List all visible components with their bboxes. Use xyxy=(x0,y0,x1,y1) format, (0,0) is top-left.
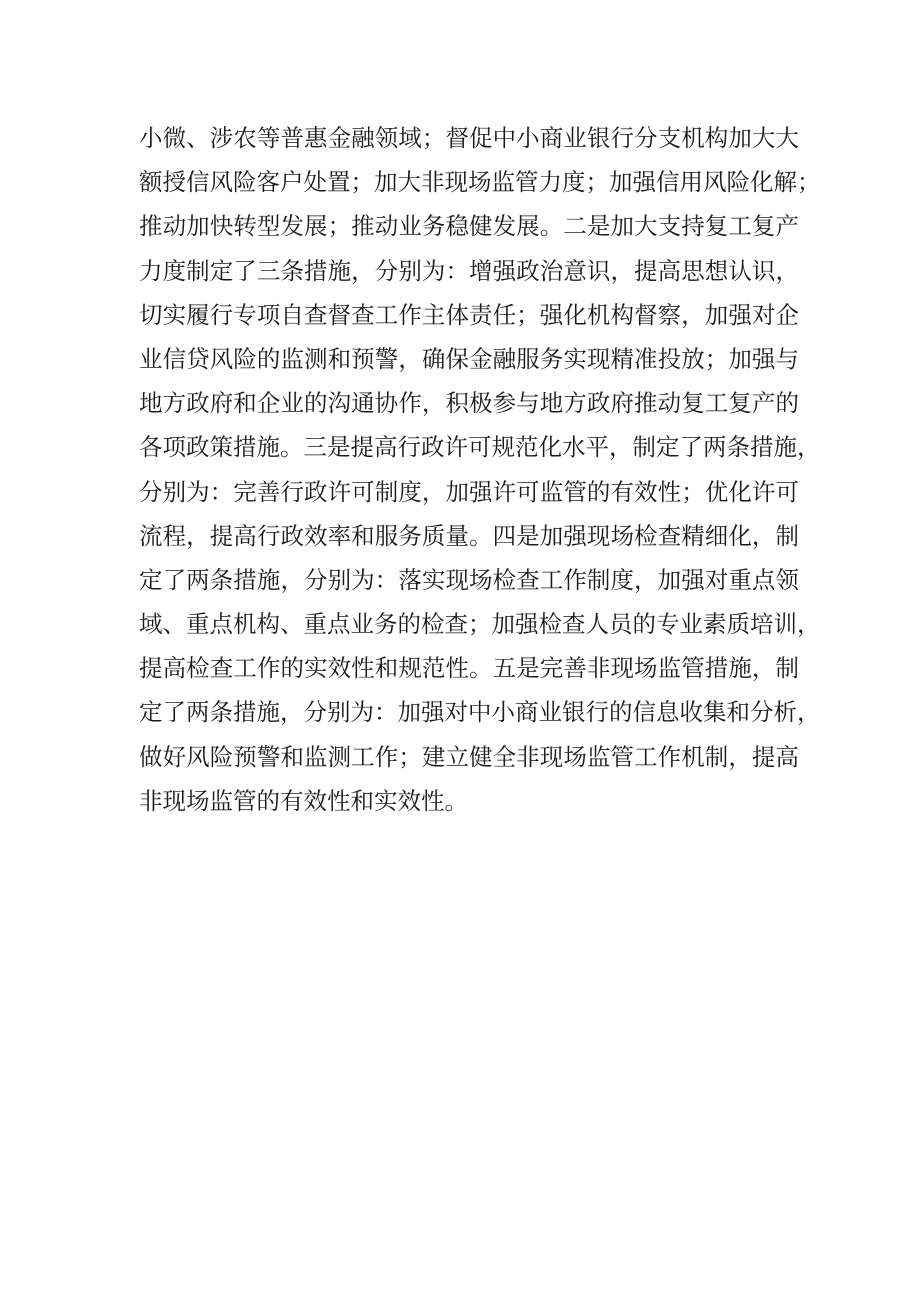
text-line: 额授信风险客户处置；加大非现场监管力度；加强信用风险化解； xyxy=(139,168,821,197)
body-paragraph xyxy=(139,124,821,841)
text-line: 做好风险预警和监测工作；建立健全非现场监管工作机制，提高 xyxy=(139,742,799,771)
text-line: 业信贷风险的监测和预警，确保金融服务实现精准投放；加强与 xyxy=(139,344,799,373)
text-line: 非现场监管的有效性和实效性。 xyxy=(139,786,468,815)
text-line: 流程，提高行政效率和服务质量。四是加强现场检查精细化，制 xyxy=(139,521,799,550)
text-line: 定了两条措施，分别为：落实现场检查工作制度，加强对重点领 xyxy=(139,565,799,594)
text-line: 各项政策措施。三是提高行政许可规范化水平，制定了两条措施， xyxy=(139,433,821,462)
text-line: 定了两条措施，分别为：加强对中小商业银行的信息收集和分析， xyxy=(139,698,821,727)
text-line: 切实履行专项自查督查工作主体责任；强化机构督察，加强对企 xyxy=(139,300,799,329)
text-line: 提高检查工作的实效性和规范性。五是完善非现场监管措施，制 xyxy=(139,654,799,683)
text-line: 域、重点机构、重点业务的检查；加强检查人员的专业素质培训， xyxy=(139,610,821,639)
text-line: 分别为：完善行政许可制度，加强许可监管的有效性；优化许可 xyxy=(139,477,799,506)
text-line: 地方政府和企业的沟通协作，积极参与地方政府推动复工复产的 xyxy=(139,389,799,418)
text-line: 力度制定了三条措施，分别为：增强政治意识，提高思想认识， xyxy=(139,256,799,285)
text-line: 小微、涉农等普惠金融领域；督促中小商业银行分支机构加大大 xyxy=(139,124,799,152)
text-line: 推动加快转型发展；推动业务稳健发展。二是加大支持复工复产 xyxy=(139,212,799,241)
